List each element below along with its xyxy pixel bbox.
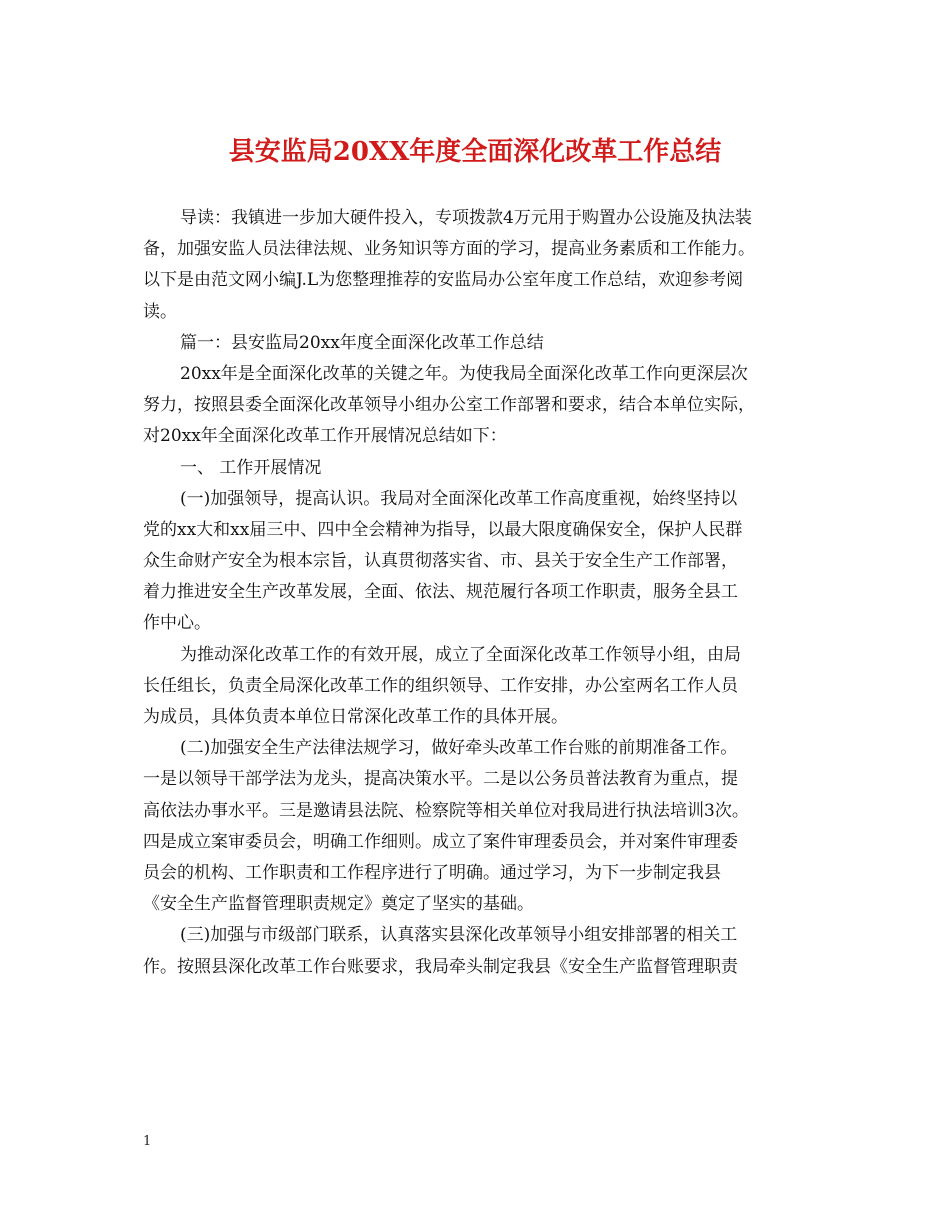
paragraph-line: 众生命财产安全为根本宗旨，认真贯彻落实省、市、县关于安全生产工作部署， [143, 551, 738, 572]
paragraph-line: 四是成立案审委员会，明确工作细则。成立了案件审理委员会，并对案件审理委 [143, 831, 738, 852]
paragraph-line: 一是以领导干部学法为龙头，提高决策水平。二是以公务员普法教育为重点，提 [143, 769, 738, 790]
paragraph-line: 20xx年是全面深化改革的关键之年。为使我局全面深化改革工作向更深层次 [180, 363, 748, 384]
paragraph-line: (二)加强安全生产法律法规学习，做好牵头改革工作台账的前期准备工作。 [180, 738, 738, 759]
section-heading: 篇一：县安监局20xx年度全面深化改革工作总结 [180, 332, 544, 353]
document-body [143, 203, 813, 983]
document-title: 县安监局20XX年度全面深化改革工作总结 [228, 137, 722, 167]
paragraph-line: 以下是由范文网小编J.L为您整理推荐的安监局办公室年度工作总结，欢迎参考阅 [143, 270, 744, 291]
paragraph-line: 着力推进安全生产改革发展，全面、依法、规范履行各项工作职责，服务全县工 [143, 582, 738, 603]
paragraph-line: 《安全生产监督管理职责规定》奠定了坚实的基础。 [143, 894, 534, 915]
page-number: 1 [143, 1134, 152, 1149]
paragraph-line: 为成员，具体负责本单位日常深化改革工作的具体开展。 [143, 707, 568, 727]
paragraph-line: 作。按照县深化改革工作台账要求，我局牵头制定我县《安全生产监督管理职责 [143, 956, 738, 977]
paragraph-line: 为推动深化改革工作的有效开展，成立了全面深化改革工作领导小组，由局 [180, 644, 741, 665]
paragraph-line: 长任组长，负责全局深化改革工作的组织领导、工作安排，办公室两名工作人员 [143, 675, 738, 696]
paragraph-line: 党的xx大和xx届三中、四中全会精神为指导，以最大限度确保安全，保护人民群 [143, 519, 743, 540]
paragraph-line: 备，加强安监人员法律法规、业务知识等方面的学习，提高业务素质和工作能力。 [143, 239, 755, 260]
paragraph-line: 努力，按照县委全面深化改革领导小组办公室工作部署和要求，结合本单位实际， [143, 395, 755, 416]
section-heading: 一、 工作开展情况 [180, 457, 322, 478]
paragraph-line: 读。 [143, 301, 177, 322]
paragraph-line: 员会的机构、工作职责和工作程序进行了明确。通过学习，为下一步制定我县 [143, 862, 721, 883]
paragraph-line: 高依法办事水平。三是邀请县法院、检察院等相关单位对我局进行执法培训3次。 [143, 800, 749, 821]
paragraph-line: 作中心。 [143, 613, 211, 634]
paragraph-line: 对20xx年全面深化改革工作开展情况总结如下： [143, 426, 507, 447]
paragraph-line: (一)加强领导，提高认识。我局对全面深化改革工作高度重视，始终坚持以 [180, 488, 738, 509]
paragraph-line: 导读：我镇进一步加大硬件投入，专项拨款4万元用于购置办公设施及执法装 [180, 208, 752, 228]
paragraph-line: (三)加强与市级部门联系，认真落实县深化改革领导小组安排部署的相关工 [180, 925, 738, 946]
